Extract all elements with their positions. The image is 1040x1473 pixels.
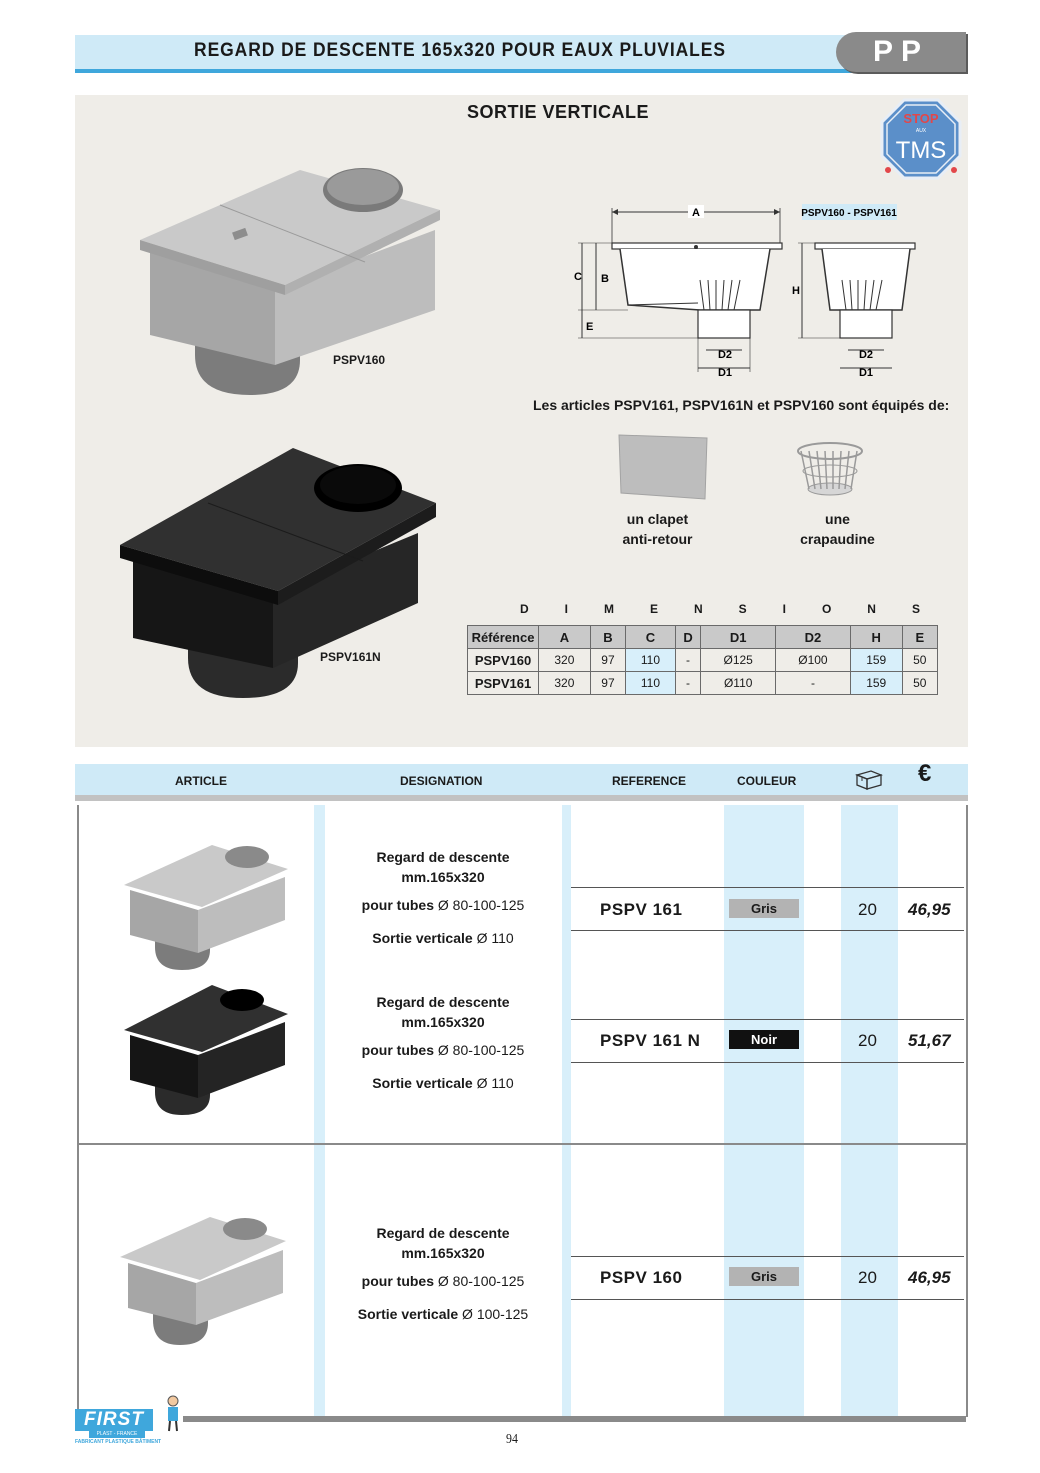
box-quantity: 20 <box>858 900 877 919</box>
cell: Ø110 <box>701 672 776 695</box>
stop-tms-icon <box>880 98 962 180</box>
svg-text:D2: D2 <box>717 349 733 361</box>
column-stripe <box>724 805 804 1417</box>
price: 46,95 <box>908 900 951 919</box>
svg-text:H: H <box>792 285 800 297</box>
accessory-check-valve-label: un clapet anti-retour <box>622 511 693 547</box>
box-icon <box>853 767 885 791</box>
black-drain-box-image <box>118 443 438 703</box>
svg-text:B: B <box>601 273 609 285</box>
cell: 110 <box>626 649 676 672</box>
product-reference: PSPV 161 N <box>600 1031 701 1050</box>
product-thumb-grey <box>120 835 290 970</box>
cell: PSPV160 <box>468 649 539 672</box>
product-designation: Regard de descente mm.165x320 pour tubes Ø 80-100-125 Sortie verticale Ø 100-125 <box>357 1225 529 1322</box>
row-line <box>571 1019 964 1020</box>
svg-text:A: A <box>692 207 700 219</box>
euro-icon: € <box>918 760 932 787</box>
svg-text:E: E <box>586 321 594 333</box>
svg-text:STOP: STOP <box>903 111 939 126</box>
product-designation: Regard de descente mm.165x320 pour tubes Ø 80-100-125 Sortie verticale Ø 110 <box>361 849 525 946</box>
price: 51,67 <box>908 1031 951 1050</box>
grey-drain-box-image <box>135 150 440 400</box>
col-header: D1 <box>701 626 776 649</box>
cell: - <box>675 649 701 672</box>
dimensions-table <box>467 625 938 695</box>
svg-text:TMS: TMS <box>895 137 947 164</box>
cell: 50 <box>902 672 937 695</box>
grate-strainer-image <box>795 433 865 498</box>
price: 46,95 <box>908 1268 951 1287</box>
color-badge: Gris <box>729 899 799 918</box>
cell: PSPV161 <box>468 672 539 695</box>
box-quantity: 20 <box>858 1031 877 1050</box>
svg-text:D1: D1 <box>858 367 874 379</box>
col-header: B <box>590 626 625 649</box>
cell: 110 <box>626 672 676 695</box>
box-quantity: 20 <box>858 1268 877 1287</box>
product-reference: PSPV 161 <box>600 900 683 919</box>
col-header: C <box>626 626 676 649</box>
brand-logo: FIRST PLAST - FRANCE FABRICANT PLASTIQUE BÂTIMENT <box>75 1393 185 1448</box>
category-tab: PP <box>836 32 966 72</box>
group-divider <box>77 1143 966 1145</box>
cell: 159 <box>850 649 902 672</box>
photo-caption-pspv160: PSPV160 <box>333 353 386 367</box>
color-badge: Noir <box>729 1030 799 1049</box>
svg-text:D2: D2 <box>858 349 874 361</box>
svg-text:D1: D1 <box>717 367 733 379</box>
col-header: D2 <box>776 626 851 649</box>
row-line <box>571 1299 964 1300</box>
col-header: D <box>675 626 701 649</box>
mascot-icon <box>161 1395 185 1433</box>
page-title: REGARD DE DESCENTE 165x320 POUR EAUX PLUVIALES <box>194 40 726 61</box>
cell: 320 <box>539 649 591 672</box>
row-line <box>571 1062 964 1063</box>
cell: 320 <box>539 672 591 695</box>
row-line <box>571 930 964 931</box>
row-line <box>571 887 964 888</box>
cell: 50 <box>902 649 937 672</box>
color-badge: Gris <box>729 1267 799 1286</box>
col-couleur: COULEUR <box>737 774 797 788</box>
dimension-diagram <box>570 200 930 385</box>
page-number: 94 <box>506 1432 518 1447</box>
col-reference: REFERENCE <box>612 774 687 788</box>
cell: 97 <box>590 672 625 695</box>
column-stripe <box>841 805 898 1417</box>
header-divider <box>75 795 968 801</box>
photo-caption-pspv161n: PSPV161N <box>320 650 381 664</box>
column-stripe <box>562 805 571 1417</box>
cell: Ø125 <box>701 649 776 672</box>
col-designation: DESIGNATION <box>400 774 483 788</box>
product-thumb-black <box>120 980 290 1115</box>
cell: - <box>776 672 851 695</box>
dimensions-header-row <box>468 626 938 649</box>
col-header: A <box>539 626 591 649</box>
cell: Ø100 <box>776 649 851 672</box>
section-subtitle: SORTIE VERTICALE <box>467 102 650 122</box>
svg-text:PSPV160 - PSPV161: PSPV160 - PSPV161 <box>801 208 897 219</box>
check-valve-image <box>617 433 709 501</box>
svg-text:AUX: AUX <box>915 128 927 134</box>
cell: 159 <box>850 672 902 695</box>
col-header: Référence <box>468 626 539 649</box>
product-reference: PSPV 160 <box>600 1268 683 1287</box>
product-thumb-grey-160 <box>118 1205 288 1345</box>
product-designation: Regard de descente mm.165x320 pour tubes Ø 80-100-125 Sortie verticale Ø 110 <box>361 994 525 1091</box>
table-row <box>468 672 938 695</box>
accessory-strainer-label: une crapaudine <box>800 511 875 547</box>
col-header: H <box>850 626 902 649</box>
table-row <box>468 649 938 672</box>
cell: - <box>675 672 701 695</box>
equipment-note: Les articles PSPV161, PSPV161N et PSPV160 sont équipés de: <box>533 397 950 413</box>
table-bottom-bar <box>183 1416 966 1422</box>
col-article: ARTICLE <box>175 774 227 788</box>
cell: 97 <box>590 649 625 672</box>
col-header: E <box>902 626 937 649</box>
dimensions-heading: D I M E N S I O N S <box>520 602 920 616</box>
svg-text:C: C <box>574 271 582 283</box>
row-line <box>571 1256 964 1257</box>
